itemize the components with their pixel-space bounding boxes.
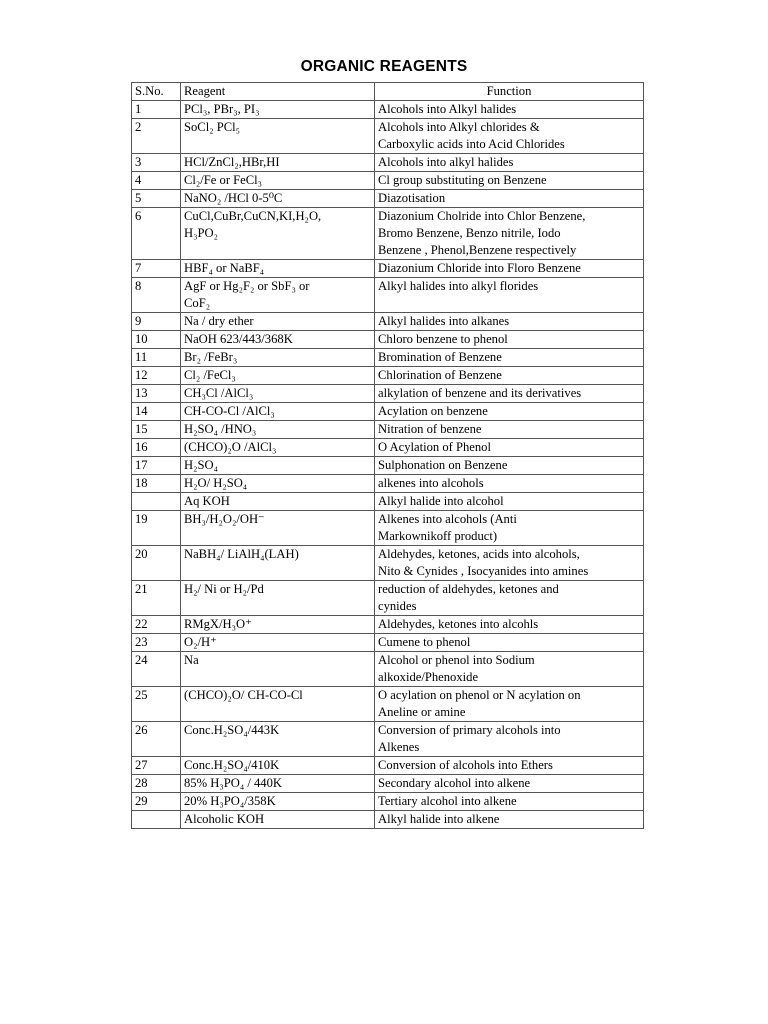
function-text: Cl group substituting on Benzene xyxy=(378,173,547,187)
function-text: Sulphonation on Benzene xyxy=(378,458,508,472)
table-row xyxy=(132,349,644,367)
reagent-cell xyxy=(181,385,375,403)
reagent-text: NaNO₂ /HCl 0-5⁰C xyxy=(184,191,283,205)
function-cell xyxy=(375,331,644,349)
function-cell xyxy=(375,475,644,493)
reagent-cell xyxy=(181,313,375,331)
reagent-text: RMgX/H₃O⁺ xyxy=(184,617,252,631)
function-cell xyxy=(375,757,644,775)
reagent-text: NaBH₄/ LiAlH₄(LAH) xyxy=(184,547,299,561)
table-row xyxy=(132,652,644,687)
reagent-text: Na / dry ether xyxy=(184,314,254,328)
reagent-text: NaOH 623/443/368K xyxy=(184,332,293,346)
sno-cell: 7 xyxy=(132,260,181,278)
reagent-cell xyxy=(181,652,375,687)
reagent-text: Cl₂ /FeCl₃ xyxy=(184,368,236,382)
sno-cell: 24 xyxy=(132,652,181,687)
function-text: alkoxide/Phenoxide xyxy=(378,670,479,684)
table-row xyxy=(132,546,644,581)
function-text: O Acylation of Phenol xyxy=(378,440,491,454)
reagent-cell xyxy=(181,793,375,811)
function-text: Aneline or amine xyxy=(378,705,466,719)
table-row xyxy=(132,775,644,793)
header-function: Function xyxy=(375,83,644,101)
reagent-cell xyxy=(181,775,375,793)
sno-cell: 19 xyxy=(132,511,181,546)
table-row xyxy=(132,190,644,208)
table-row xyxy=(132,811,644,829)
reagent-cell xyxy=(181,457,375,475)
function-cell xyxy=(375,349,644,367)
table-row xyxy=(132,421,644,439)
function-cell xyxy=(375,493,644,511)
sno-cell: 14 xyxy=(132,403,181,421)
function-text: Alkenes xyxy=(378,740,420,754)
function-cell xyxy=(375,546,644,581)
reagent-cell xyxy=(181,154,375,172)
function-cell xyxy=(375,313,644,331)
sno-cell: 29 xyxy=(132,793,181,811)
sno-cell xyxy=(132,811,181,829)
function-text: Alkenes into alcohols (Anti xyxy=(378,512,517,526)
function-cell xyxy=(375,172,644,190)
function-text: Alcohols into alkyl halides xyxy=(378,155,514,169)
function-cell xyxy=(375,793,644,811)
function-cell xyxy=(375,154,644,172)
reagent-cell xyxy=(181,172,375,190)
reagent-text: (CHCO)₂O/ CH-CO-Cl xyxy=(184,688,303,702)
table-row xyxy=(132,511,644,546)
reagent-cell xyxy=(181,403,375,421)
sno-cell: 20 xyxy=(132,546,181,581)
reagent-text: SoCl₂ PCl₅ xyxy=(184,120,241,134)
reagent-text: 85% H₃PO₄ / 440K xyxy=(184,776,282,790)
sno-cell: 10 xyxy=(132,331,181,349)
function-text: Chloro benzene to phenol xyxy=(378,332,508,346)
function-text: Chlorination of Benzene xyxy=(378,368,502,382)
table-row xyxy=(132,385,644,403)
table-row xyxy=(132,154,644,172)
function-text: Alcohols into Alkyl halides xyxy=(378,102,517,116)
sno-cell: 6 xyxy=(132,208,181,260)
function-cell xyxy=(375,634,644,652)
reagent-cell xyxy=(181,190,375,208)
function-cell xyxy=(375,811,644,829)
function-text: Alkyl halide into alcohol xyxy=(378,494,504,508)
function-text: Diazonium Cholride into Chlor Benzene, xyxy=(378,209,586,223)
reagent-cell xyxy=(181,260,375,278)
reagents-table xyxy=(131,82,644,829)
function-text: Alcohols into Alkyl chlorides & xyxy=(378,120,540,134)
table-row xyxy=(132,475,644,493)
function-text: Conversion of primary alcohols into xyxy=(378,723,561,737)
reagent-cell xyxy=(181,349,375,367)
table-row xyxy=(132,793,644,811)
function-text: Benzene , Phenol,Benzene respectively xyxy=(378,243,577,257)
reagent-cell xyxy=(181,511,375,546)
reagent-text: CoF₂ xyxy=(184,296,211,310)
sno-cell: 28 xyxy=(132,775,181,793)
sno-cell: 4 xyxy=(132,172,181,190)
function-text: Bromination of Benzene xyxy=(378,350,502,364)
sno-cell: 22 xyxy=(132,616,181,634)
table-row xyxy=(132,119,644,154)
reagent-cell xyxy=(181,722,375,757)
function-cell xyxy=(375,403,644,421)
reagent-text: CuCl,CuBr,CuCN,KI,H₂O, xyxy=(184,209,322,223)
function-text: Secondary alcohol into alkene xyxy=(378,776,531,790)
sno-cell: 12 xyxy=(132,367,181,385)
table-row xyxy=(132,457,644,475)
function-text: Nitration of benzene xyxy=(378,422,482,436)
table-row xyxy=(132,331,644,349)
reagent-cell xyxy=(181,439,375,457)
sno-cell: 13 xyxy=(132,385,181,403)
sno-cell: 16 xyxy=(132,439,181,457)
reagent-cell xyxy=(181,811,375,829)
function-cell xyxy=(375,208,644,260)
function-cell xyxy=(375,385,644,403)
reagent-text: PCl₃, PBr₃, PI₃ xyxy=(184,102,260,116)
function-cell xyxy=(375,616,644,634)
reagent-text: Na xyxy=(184,653,199,667)
table-row xyxy=(132,493,644,511)
table-row xyxy=(132,172,644,190)
function-cell xyxy=(375,439,644,457)
function-text: Carboxylic acids into Acid Chlorides xyxy=(378,137,565,151)
reagent-cell xyxy=(181,616,375,634)
header-reagent: Reagent xyxy=(181,83,375,101)
reagent-cell xyxy=(181,475,375,493)
table-row xyxy=(132,634,644,652)
function-cell xyxy=(375,722,644,757)
reagent-cell xyxy=(181,119,375,154)
sno-cell: 17 xyxy=(132,457,181,475)
reagent-text: H₂O/ H₂SO₄ xyxy=(184,476,248,490)
function-text: alkylation of benzene and its derivatives xyxy=(378,386,582,400)
reagent-text: (CHCO)₂O /AlCl₃ xyxy=(184,440,277,454)
function-text: Aldehydes, ketones, acids into alcohols, xyxy=(378,547,580,561)
reagent-text: H₂SO₄ xyxy=(184,458,218,472)
reagent-cell xyxy=(181,634,375,652)
table-body xyxy=(132,101,644,829)
reagent-cell xyxy=(181,278,375,313)
sno-cell: 9 xyxy=(132,313,181,331)
table-row xyxy=(132,208,644,260)
table-row xyxy=(132,757,644,775)
sno-cell: 21 xyxy=(132,581,181,616)
reagent-text: Conc.H₂SO₄/443K xyxy=(184,723,280,737)
function-cell xyxy=(375,581,644,616)
reagent-text: CH₃Cl /AlCl₃ xyxy=(184,386,254,400)
function-cell xyxy=(375,260,644,278)
sno-cell: 15 xyxy=(132,421,181,439)
function-cell xyxy=(375,511,644,546)
function-text: Cumene to phenol xyxy=(378,635,471,649)
function-cell xyxy=(375,278,644,313)
reagent-text: O₂/H⁺ xyxy=(184,635,217,649)
reagent-text: BH₃/H₂O₂/OH⁻ xyxy=(184,512,265,526)
reagent-cell xyxy=(181,421,375,439)
function-text: Alcohol or phenol into Sodium xyxy=(378,653,535,667)
function-text: Bromo Benzene, Benzo nitrile, Iodo xyxy=(378,226,561,240)
function-cell xyxy=(375,190,644,208)
function-text: Alkyl halides into alkanes xyxy=(378,314,510,328)
function-cell xyxy=(375,421,644,439)
reagent-text: HBF₄ or NaBF₄ xyxy=(184,261,265,275)
function-text: Conversion of alcohols into Ethers xyxy=(378,758,553,772)
reagent-cell xyxy=(181,331,375,349)
table-row xyxy=(132,439,644,457)
sno-cell: 3 xyxy=(132,154,181,172)
sno-cell: 2 xyxy=(132,119,181,154)
function-text: cynides xyxy=(378,599,417,613)
function-cell xyxy=(375,119,644,154)
function-text: Acylation on benzene xyxy=(378,404,488,418)
table-row xyxy=(132,581,644,616)
sno-cell xyxy=(132,493,181,511)
reagent-cell xyxy=(181,493,375,511)
function-cell xyxy=(375,652,644,687)
header-sno: S.No. xyxy=(132,83,181,101)
sno-cell: 1 xyxy=(132,101,181,119)
reagent-text: H₂SO₄ /HNO₃ xyxy=(184,422,257,436)
function-text: Aldehydes, ketones into alcohls xyxy=(378,617,539,631)
page-title: ORGANIC REAGENTS xyxy=(300,58,468,75)
function-cell xyxy=(375,367,644,385)
reagent-text: CH-CO-Cl /AlCl₃ xyxy=(184,404,275,418)
function-text: alkenes into alcohols xyxy=(378,476,484,490)
function-text: Markownikoff product) xyxy=(378,529,498,543)
reagent-text: Cl₂/Fe or FeCl₃ xyxy=(184,173,263,187)
function-text: Diazonium Chloride into Floro Benzene xyxy=(378,261,581,275)
reagent-cell xyxy=(181,687,375,722)
function-text: Nito & Cynides , Isocyanides into amines xyxy=(378,564,589,578)
reagent-text: Aq KOH xyxy=(184,494,230,508)
function-text: Alkyl halides into alkyl florides xyxy=(378,279,539,293)
function-text: Diazotisation xyxy=(378,191,446,205)
reagent-text: AgF or Hg₂F₂ or SbF₃ or xyxy=(184,279,310,293)
function-text: Alkyl halide into alkene xyxy=(378,812,500,826)
function-text: O acylation on phenol or N acylation on xyxy=(378,688,581,702)
reagent-text: Alcoholic KOH xyxy=(184,812,265,826)
reagent-cell xyxy=(181,546,375,581)
function-cell xyxy=(375,457,644,475)
sno-cell: 25 xyxy=(132,687,181,722)
function-cell xyxy=(375,101,644,119)
table-row xyxy=(132,313,644,331)
table-row xyxy=(132,722,644,757)
reagent-text: Conc.H₂SO₄/410K xyxy=(184,758,280,772)
table-row xyxy=(132,616,644,634)
table-row xyxy=(132,367,644,385)
sno-cell: 27 xyxy=(132,757,181,775)
reagent-cell xyxy=(181,757,375,775)
sno-cell: 26 xyxy=(132,722,181,757)
function-text: Tertiary alcohol into alkene xyxy=(378,794,517,808)
table-header-row xyxy=(132,83,644,101)
reagent-cell xyxy=(181,208,375,260)
function-cell xyxy=(375,775,644,793)
table-row xyxy=(132,278,644,313)
function-text: reduction of aldehydes, ketones and xyxy=(378,582,559,596)
reagent-cell xyxy=(181,581,375,616)
sno-cell: 8 xyxy=(132,278,181,313)
reagent-text: H₂/ Ni or H₂/Pd xyxy=(184,582,264,596)
table-row xyxy=(132,260,644,278)
sno-cell: 11 xyxy=(132,349,181,367)
reagent-text: 20% H₃PO₄/358K xyxy=(184,794,276,808)
table-row xyxy=(132,687,644,722)
sno-cell: 5 xyxy=(132,190,181,208)
table-row xyxy=(132,101,644,119)
reagent-text: HCl/ZnCl₂,HBr,HI xyxy=(184,155,280,169)
reagent-text: H₃PO₂ xyxy=(184,226,218,240)
reagent-text: Br₂ /FeBr₃ xyxy=(184,350,238,364)
sno-cell: 18 xyxy=(132,475,181,493)
function-cell xyxy=(375,687,644,722)
table-row xyxy=(132,403,644,421)
reagent-cell xyxy=(181,367,375,385)
reagent-cell xyxy=(181,101,375,119)
sno-cell: 23 xyxy=(132,634,181,652)
